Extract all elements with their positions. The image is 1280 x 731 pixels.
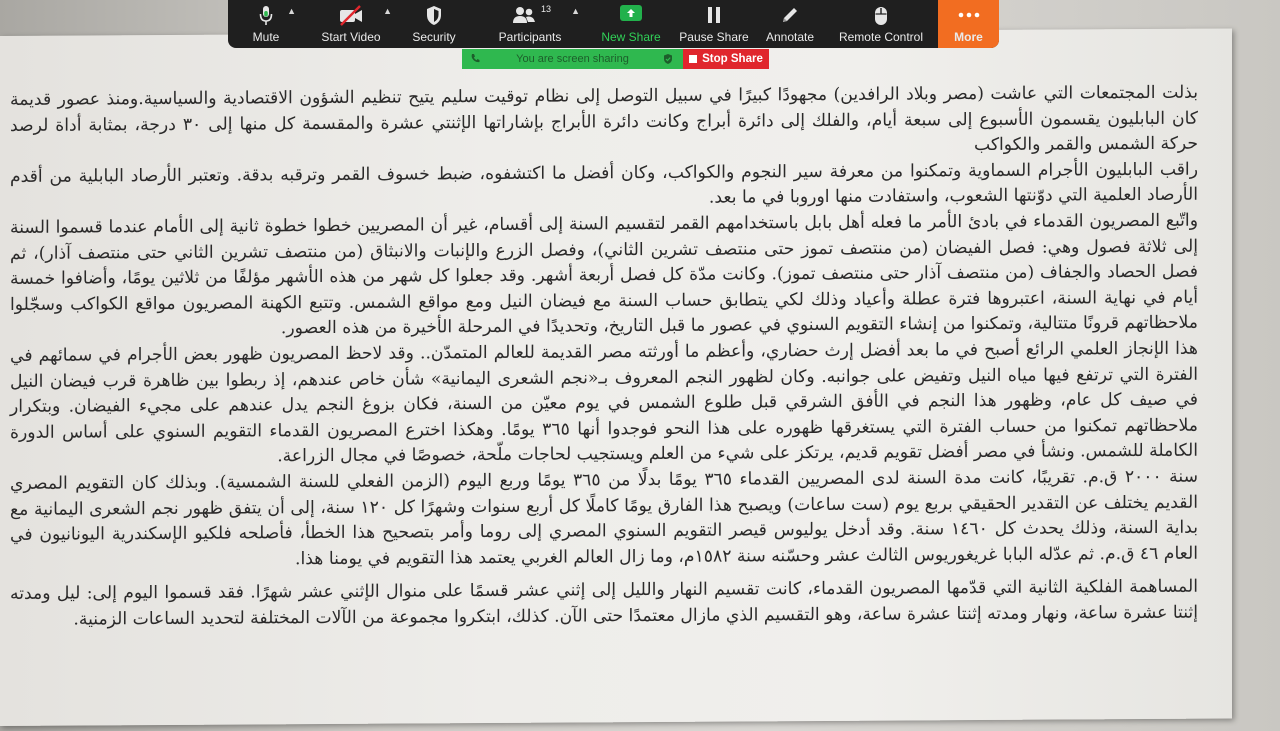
paragraph-1: بذلت المجتمعات التي عاشت (مصر وبلاد الرافدين) مجهودًا كبيرًا في سبيل التوصل إلى نظام توقيت سليم يتيح تنظيم الشؤون الاقتصادية والسياسية.ومنذ عصور قديمة كان البابليون يقسمون الأسبوع إلى سبعة أيام، والفلك إلى دائرة أبراج وكانت دائرة الأبراج بإشاراتها الإثنتي عشرة والمقسمة كل منها إلى ٣٠ درجة، بمثابة أداة لرصد حركة الشمس والقمر والكواكب <box>10 82 1198 156</box>
participants-icon <box>511 5 537 30</box>
paragraph-4: هذا الإنجاز العلمي الرائع أصبح في ما بعد أفضل إرث حضاري، وأعظم ما أورثته مصر القديمة للعالم المتمدّن.. وقد لاحظ المصريون ظهور بعض الأجرام في سمائهم في الفترة التي ترتفع فيها مياه النيل وتفيض على جوانبه. وكان لظهور النجم المعروف بـ«نجم الشعرى اليمانية» شأن خاص عندهم، إذ ربطوا بين ظاهرة قرب فيضان النيل في صيف كل عام، وظهور هذا النجم في الأفق الشرقي قبل طلوع الشمس في يوم معيّن من السنة، فكان بزوغ النجم يدل عندهم على مجيء الفيضان. وبتكرار ملاحظاتهم تمكنوا من حساب الفترة التي يستغرقها ظهوره على هذا النحو فوجدوا أنها ٣٦٥ يومًا. وهكذا اخترع المصريون القدماء التقويم السنوي على أساس الدورة الكاملة للشمس. ونشأ في مصر أفضل تقويم قديم، يرتكز على شيء من العلم ويستجيب لحاجات ملّحة، خصوصًا في مجال الزراعة. <box>10 338 1198 467</box>
mute-label: Mute <box>252 30 280 44</box>
participants-button[interactable] <box>470 0 590 48</box>
video-options-chevron-icon[interactable]: ▲ <box>383 6 392 16</box>
stop-share-label: Stop Share <box>702 53 763 65</box>
participants-label: Participants <box>498 30 562 44</box>
paragraph-3: واتّبع المصريون القدماء في بادئ الأمر ما فعله أهل بابل باستخدامهم القمر لتقسيم السنة إلى أقسام، غير أن المصريين خطوا خطوة ثانية إلى الأمام عندما قسموا السنة إلى ثلاثة فصول وهي: فصل الفيضان (من منتصف تموز حتى منتصف تشرين الثاني)، وفصل الزرع والإنبات والانبثاق (من منتصف تشرين الثاني حتى منتصف آذار)، ثم فصل الحصاد والجفاف (من منتصف آذار حتى منتصف تموز). وكانت مدّة كل فصل أربعة أشهر. وقد جعلوا كل شهر من هذه الأشهر مؤلفًا من ثلاثين يومًا، وأضافوا خمسة أيام في نهاية السنة، اعتبروها فترة عطلة وأعياد وذلك لكي يتطابق حساب السنة مع فيضان النيل ومع مواقع الشمس. وتتبع الكهنة المصريون مواقع الكواكب وسجّلوا ملاحظاتهم قرونًا متتالية، وتمكنوا من إنشاء التقويم السنوي في عصور ما قبل التاريخ، وتحديدًا في المرحلة الأخيرة من هذه العصور. <box>10 210 1198 339</box>
annotate-label: Annotate <box>765 30 815 44</box>
remote-control-label: Remote Control <box>838 30 924 44</box>
screen-sharing-banner <box>462 49 683 69</box>
pause-icon <box>706 5 722 28</box>
paragraph-2: راقب البابليون الأجرام السماوية وتمكنوا من معرفة سير النجوم والكواكب، وكان أفضل ما اكتشفوه، ضبط خسوف القمر وترقبه بدقة. وتعتبر الأرصاد البابلية من أقدم الأرصاد العلمية التي دوّنتها الشعوب، واستفادت منها اوروبا في ما بعد. <box>10 159 1198 209</box>
security-button[interactable] <box>398 0 470 48</box>
paragraph-6: المساهمة الفلكية الثانية التي قدّمها المصريون القدماء، كانت تقسيم النهار والليل إلى إثني عشر قسمًا على منوال الإثني عشر شهرًا. فقد قسموا اليوم إلى: ليل ومدته إثنتا عشرة ساعة، ونهار ومدته إثنتا عشرة ساعة، وهو التقسيم الذي مازال معتمدًا حتى الآن. كذلك، ابتكروا مجموعة من الآلات المختلفة لتحديد الساعات الزمنية. <box>10 576 1198 630</box>
start-video-button[interactable] <box>304 0 398 48</box>
shield-check-icon <box>663 53 673 68</box>
pause-share-button[interactable] <box>672 0 756 48</box>
mute-button[interactable] <box>228 0 304 48</box>
participants-count: 13 <box>541 4 552 14</box>
microphone-icon <box>258 5 274 30</box>
pencil-icon <box>780 5 800 28</box>
phone-icon <box>470 53 480 67</box>
meeting-toolbar <box>228 0 999 48</box>
screen-sharing-status: You are screen sharing <box>516 53 629 65</box>
security-label: Security <box>412 30 456 44</box>
new-share-button[interactable] <box>590 0 672 48</box>
stop-square-icon <box>689 55 697 63</box>
more-button[interactable] <box>938 0 999 48</box>
pause-share-label: Pause Share <box>679 30 749 44</box>
share-screen-icon <box>620 5 642 21</box>
shared-document-page <box>0 28 1232 726</box>
shield-icon <box>425 5 443 30</box>
more-label: More <box>954 30 983 44</box>
paragraph-5: سنة ٢٠٠٠ ق.م. تقريبًا، كانت مدة السنة لدى المصريين القدماء ٣٦٥ يومًا بدلًا من ٣٦٥ يومًا وربع اليوم (الزمن الفعلي للسنة الشمسية). وبذلك كان التقويم المصري القديم يختلف عن التقدير الحقيقي بربع يوم (ست ساعات) ويصبح هذا الفارق يومًا كاملًا كل أربع سنوات وشهرًا كل ١٢٠ سنة، إلى أن يتفق ظهور نجم الشعرى اليمانية مع بداية السنة، وذلك يحدث كل ١٤٦٠ سنة. وقد أدخل يوليوس قيصر التقويم السنوي المصري إلى روما وأمر بتصحيح هذا الخطأ، فأصلحه فلكيو الإسكندرية اليونانيون في العام ٤٦ ق.م. ثم عدّله البابا غريغوريوس الثالث عشر وحسّنه سنة ١٥٨٢م، وما زال العالم الغربي يعتمد هذا التقويم في يومنا هذا. <box>10 466 1198 569</box>
participants-options-chevron-icon[interactable]: ▲ <box>571 6 580 16</box>
remote-control-button[interactable] <box>824 0 938 48</box>
annotate-button[interactable] <box>756 0 824 48</box>
start-video-label: Start Video <box>321 30 381 44</box>
more-dots-icon <box>956 5 982 28</box>
stop-share-button[interactable] <box>683 49 769 69</box>
document-body <box>10 81 1198 634</box>
mute-options-chevron-icon[interactable]: ▲ <box>287 6 296 16</box>
video-off-icon <box>338 5 364 30</box>
mouse-icon <box>873 5 889 30</box>
new-share-label: New Share <box>601 30 661 44</box>
